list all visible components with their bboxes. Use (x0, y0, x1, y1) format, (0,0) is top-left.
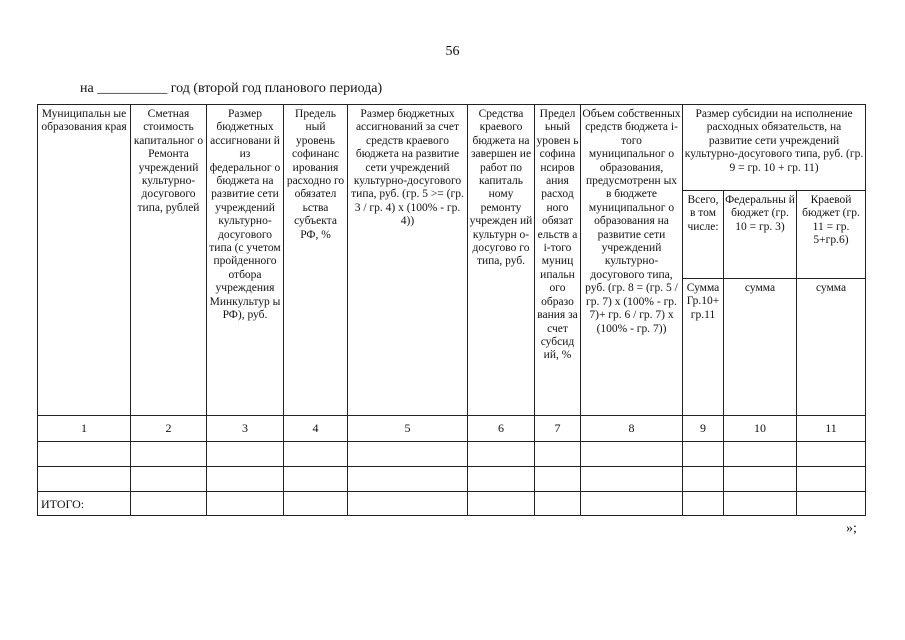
table-cell (683, 492, 724, 516)
col-unit-subsidy-federal: сумма (724, 279, 797, 416)
col-header-subsidy-group: Размер субсидии на исполнение расходных обязательств, на развитие сети учреждений культурно-досугового типа, руб. (гр. 9 = гр. 10 + гр. 11) (683, 105, 866, 191)
table-cell (468, 467, 535, 492)
table-cell (724, 442, 797, 467)
col-header-subsidy-total: Всего, в том числе: (683, 191, 724, 279)
col-header-municipal-cofinancing-limit: Предел ьный уровен ь софина нсиров ания расход ного обязат ельств а i-того муниц ипальн ого образо вания за счет субсид ий, % (535, 105, 581, 416)
table-cell (724, 467, 797, 492)
column-number: 2 (131, 416, 207, 442)
column-number: 6 (468, 416, 535, 442)
col-header-federal-allocation: Размер бюджетных ассигновани й из федеральног о бюджета на развитие сети учреждений культурно-досугового типа (с учетом пройденного отбора учреждения Минкультур ы РФ), руб. (207, 105, 284, 416)
column-number: 3 (207, 416, 284, 442)
table-row (38, 442, 866, 467)
table-cell (348, 442, 468, 467)
page-number: 56 (445, 44, 460, 59)
table-cell (724, 492, 797, 516)
table-cell (38, 467, 131, 492)
table-cell (535, 467, 581, 492)
column-number: 5 (348, 416, 468, 442)
table-cell (581, 442, 683, 467)
total-label: ИТОГО: (38, 492, 131, 516)
table-cell (131, 467, 207, 492)
table-cell (207, 492, 284, 516)
table-cell (581, 467, 683, 492)
column-number-row (38, 416, 866, 442)
table-cell (38, 442, 131, 467)
table-cell (797, 492, 866, 516)
table-cell (348, 467, 468, 492)
table-cell (683, 442, 724, 467)
col-header-municipalities: Муниципальн ые образования края (38, 105, 131, 416)
closing-quote-mark: »; (846, 521, 857, 536)
table-cell (284, 492, 348, 516)
table-cell (535, 442, 581, 467)
column-number: 8 (581, 416, 683, 442)
subsidy-table (37, 104, 866, 516)
col-header-own-funds: Объем собственных средств бюджета i-того муниципальног о образования, предусмотренн ых в бюджете муниципальног о образования на развитие сети учреждений культурно-досугового типа, руб. (гр. 8 = (гр. 5 / гр. 7) х (100% - гр. 7)+ гр. 6 / гр. 7) х (100% - гр. 7)) (581, 105, 683, 416)
table-cell (348, 492, 468, 516)
table-cell (797, 467, 866, 492)
col-header-estimated-cost: Сметная стоимость капитальног о Ремонта учреждений культурно-досугового типа, рублей (131, 105, 207, 416)
total-row (38, 492, 866, 516)
table-cell (207, 442, 284, 467)
table-cell (131, 492, 207, 516)
column-number: 9 (683, 416, 724, 442)
col-header-subsidy-regional: Краевой бюджет (гр. 11 = гр. 5+гр.6) (797, 191, 866, 279)
period-line: на __________ год (второй год планового периода) (80, 81, 383, 96)
col-unit-subsidy-total: Сумма Гр.10+ гр.11 (683, 279, 724, 416)
col-header-subsidy-federal: Федеральны й бюджет (гр. 10 = гр. 3) (724, 191, 797, 279)
table-cell (284, 467, 348, 492)
column-number: 4 (284, 416, 348, 442)
table-cell (207, 467, 284, 492)
table-row (38, 467, 866, 492)
table-cell (683, 467, 724, 492)
table-cell (797, 442, 866, 467)
table-cell (535, 492, 581, 516)
column-number: 1 (38, 416, 131, 442)
table-cell (468, 442, 535, 467)
col-header-cofinancing-limit: Предель ный уровень софинанс ирования расходно го обязател ьства субъекта РФ, % (284, 105, 348, 416)
column-number: 10 (724, 416, 797, 442)
table-cell (131, 442, 207, 467)
column-number: 11 (797, 416, 866, 442)
table-cell (284, 442, 348, 467)
column-number: 7 (535, 416, 581, 442)
col-header-regional-allocation: Размер бюджетных ассигнований за счет средств краевого бюджета на развитие сети учреждений культурно-досугового типа, руб. (гр. 5 >= (гр. 3 / гр. 4) х (100% - гр. 4)) (348, 105, 468, 416)
table-cell (468, 492, 535, 516)
col-header-regional-repair-funds: Средства краевого бюджета на завершен ие работ по капиталь ному ремонту учрежден ий культурн о-досугово го типа, руб. (468, 105, 535, 416)
table-cell (581, 492, 683, 516)
col-unit-subsidy-regional: сумма (797, 279, 866, 416)
